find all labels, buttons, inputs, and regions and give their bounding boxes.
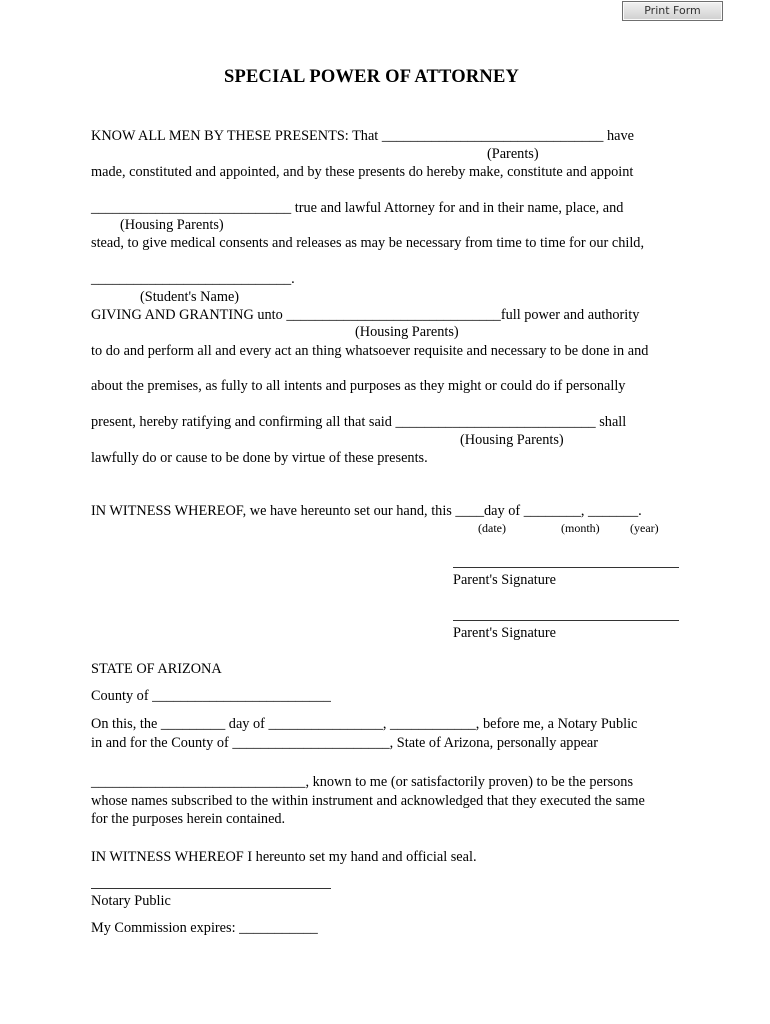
housing-parents-caption-2: (Housing Parents): [355, 324, 459, 340]
student-name-caption: (Student's Name): [140, 289, 240, 305]
whose-names-line: whose names subscribed to the within instrument and acknowledged that they executed the same: [91, 793, 645, 809]
date-caption: (date): [478, 521, 506, 535]
premises-line: about the premises, as fully to all intents and purposes as they might or could do if personally: [91, 378, 626, 394]
ratifying-line: present, hereby ratifying and confirming all that said ____________________________ shall: [91, 414, 627, 430]
know-all-men-line: KNOW ALL MEN BY THESE PRESENTS: That _______________________________ have: [91, 128, 635, 144]
housing-parents-caption-3: (Housing Parents): [460, 432, 564, 448]
state-heading: STATE OF ARIZONA: [91, 661, 222, 677]
notary-signature-rule: [91, 888, 331, 889]
parents-caption: (Parents): [487, 146, 539, 162]
year-caption: (year): [630, 521, 659, 535]
stead-line: stead, to give medical consents and releases as may be necessary from time to time for our child,: [91, 235, 645, 251]
print-form-button[interactable]: Print Form: [622, 1, 723, 21]
county-line: County of _________________________: [91, 688, 331, 704]
month-caption: (month): [561, 521, 600, 535]
giving-granting-line: GIVING AND GRANTING unto ______________________________full power and authority: [91, 307, 640, 323]
parent-signature-label-1: Parent's Signature: [453, 572, 557, 588]
notary-public-label: Notary Public: [91, 893, 171, 909]
housing-parents-caption: (Housing Parents): [120, 217, 224, 233]
attorney-line: ____________________________ true and lawful Attorney for and in their name, place, and: [91, 200, 624, 216]
witness-line: IN WITNESS WHEREOF, we have hereunto set our hand, this ____day of ________, _______.: [91, 503, 642, 519]
appointed-line: made, constituted and appointed, and by these presents do hereby make, constitute and appoint: [91, 164, 634, 180]
commission-expires-line: My Commission expires: ___________: [91, 920, 318, 936]
county-appear-line: in and for the County of ______________________, State of Arizona, personally appear: [91, 735, 599, 751]
known-to-me-line: ______________________________, known to me (or satisfactorily proven) to be the persons: [91, 774, 634, 790]
parent-signature-label-2: Parent's Signature: [453, 625, 557, 641]
on-this-line: On this, the _________ day of ________________, ____________, before me, a Notary Public: [91, 716, 638, 732]
lawfully-line: lawfully do or cause to be done by virtue of these presents.: [91, 450, 428, 466]
witness-seal-line: IN WITNESS WHEREOF I hereunto set my hand and official seal.: [91, 849, 477, 865]
perform-line: to do and perform all and every act an thing whatsoever requisite and necessary to be done in and: [91, 343, 649, 359]
parent-signature-rule-2: [453, 620, 679, 621]
parent-signature-rule-1: [453, 567, 679, 568]
student-name-blank: ____________________________.: [91, 271, 295, 287]
purposes-line: for the purposes herein contained.: [91, 811, 286, 827]
document-title: SPECIAL POWER OF ATTORNEY: [224, 67, 520, 87]
